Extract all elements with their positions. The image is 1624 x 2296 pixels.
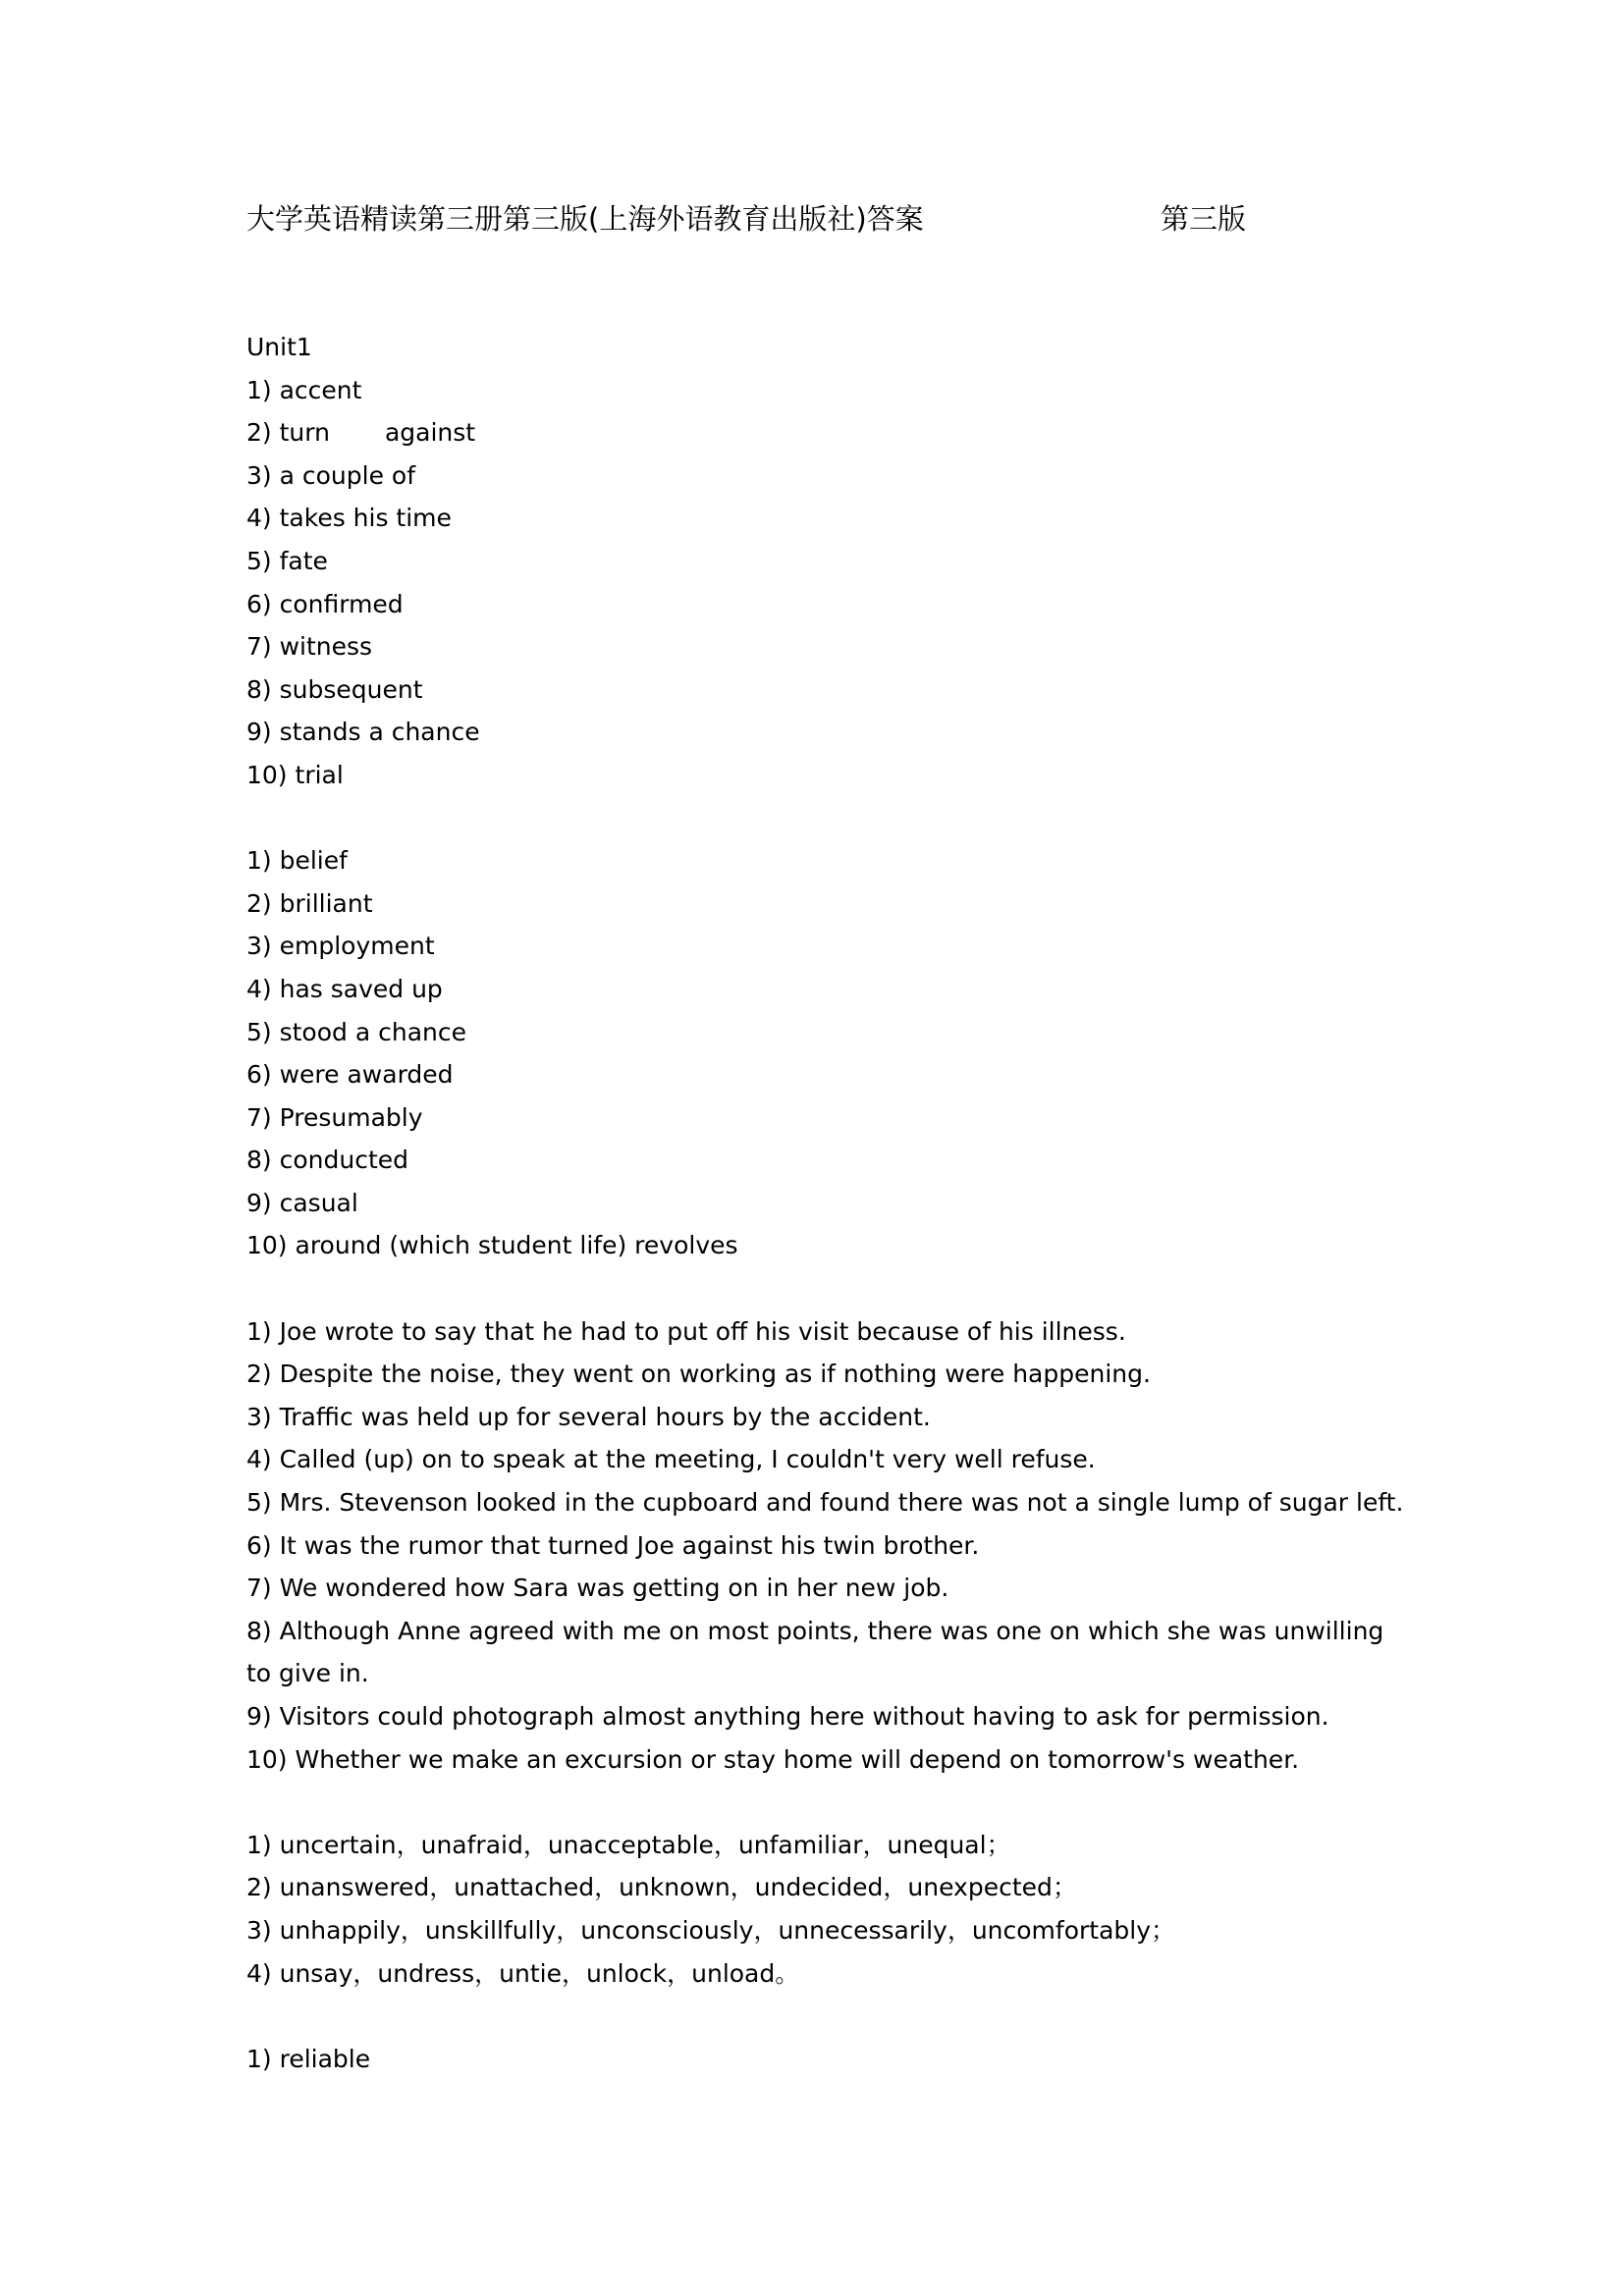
answer-section-2 [246, 839, 1385, 1267]
answer-line: 6) were awarded [246, 1060, 454, 1090]
answer-line: 10) around (which student life) revolves [246, 1231, 738, 1260]
answer-line: 1) accent [246, 375, 362, 404]
answer-sentence: 9) Visitors could photograph almost anything here without having to ask for permission. [246, 1702, 1329, 1731]
answer-line: 8) conducted [246, 1146, 409, 1175]
answer-content [246, 326, 1404, 2080]
answer-line: 10) trial [246, 760, 344, 789]
unit-heading: Unit1 [246, 333, 312, 361]
answer-sentence: 10) Whether we make an excursion or stay home will depend on tomorrow's weather. [246, 1744, 1300, 1774]
answer-line: 1) uncertain，unafraid，unacceptable，unfamiliar，unequal； [246, 1830, 1011, 1859]
answer-line: 5) stood a chance [246, 1017, 466, 1046]
answer-sentence: 4) Called (up) on to speak at the meeting, I couldn't very well refuse. [246, 1445, 1096, 1474]
answer-line: 7) witness [246, 632, 373, 662]
answer-text-extra: against [384, 418, 476, 448]
page-header [246, 196, 1326, 241]
answer-text: 2) turn [246, 418, 330, 448]
edition-label: 第三版 [1161, 202, 1247, 236]
answer-section-4 [246, 1824, 1385, 1995]
answer-line: 2) unanswered，unattached，unknown，undecided，unexpected； [246, 1873, 1077, 1902]
answer-section-3 [246, 1310, 1404, 1782]
answer-section-1 [246, 369, 1385, 797]
answer-section-5 [246, 2038, 1385, 2081]
answer-line: 4) takes his time [246, 504, 452, 533]
answer-line: 8) subsequent [246, 674, 423, 704]
answer-line: 9) casual [246, 1188, 358, 1217]
answer-sentence: 1) Joe wrote to say that he had to put off his visit because of his illness. [246, 1316, 1126, 1346]
answer-line: 9) stands a chance [246, 718, 480, 747]
answer-sentence: 7) We wondered how Sara was getting on in her new job. [246, 1574, 949, 1603]
answer-line: 3) employment [246, 932, 435, 961]
answer-line: 3) unhappily，unskillfully，unconsciously，unnecessarily，uncomfortably； [246, 1915, 1176, 1945]
answer-line: 4) has saved up [246, 974, 443, 1003]
answer-sentence: 5) Mrs. Stevenson looked in the cupboard and found there was not a single lump of sugar left. [246, 1488, 1404, 1518]
answer-line: 7) Presumably [246, 1102, 423, 1132]
answer-line: 3) a couple of [246, 460, 415, 490]
answer-line: 2) brilliant [246, 888, 373, 918]
answer-line: 5) fate [246, 546, 328, 575]
answer-sentence: 8) Although Anne agreed with me on most points, there was one on which she was unwilling to give in. [246, 1616, 1384, 1688]
answer-sentence: 2) Despite the noise, they went on working as if nothing were happening. [246, 1360, 1151, 1389]
answer-sentence: 6) It was the rumor that turned Joe against his twin brother. [246, 1530, 980, 1560]
answer-sentence: 3) Traffic was held up for several hours by the accident. [246, 1402, 931, 1431]
answer-line: 1) belief [246, 846, 348, 876]
answer-line: 6) confirmed [246, 589, 404, 618]
answer-line [246, 411, 1385, 454]
answer-line: 4) unsay，undress，untie，unlock，unload。 [246, 1958, 800, 1988]
document-title: 大学英语精读第三册第三版(上海外语教育出版社)答案 [246, 202, 924, 236]
answer-line: 1) reliable [246, 2044, 371, 2073]
